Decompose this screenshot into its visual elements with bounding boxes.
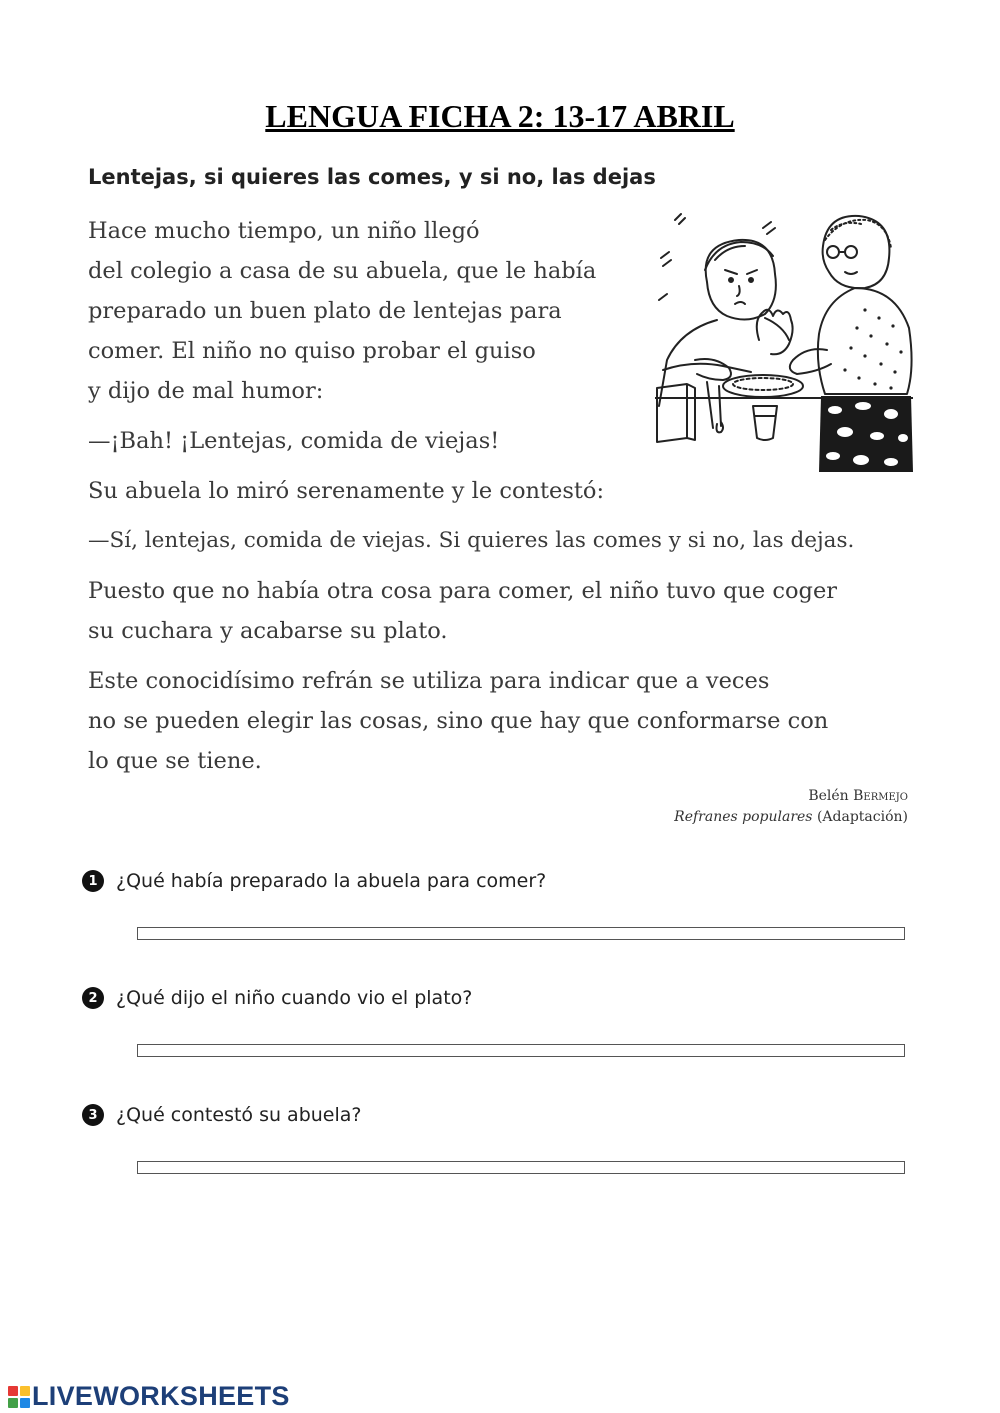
story-line: preparado un buen plato de lentejas para — [88, 298, 562, 324]
story-line: no se pueden elegir las cosas, sino que hay que conformarse con — [88, 708, 829, 734]
question-text: ¿Qué dijo el niño cuando vio el plato? — [116, 987, 473, 1009]
question-1 — [82, 870, 546, 892]
question-number: 2 — [82, 987, 104, 1009]
story-line: Este conocidísimo refrán se utiliza para indicar que a veces — [88, 668, 770, 694]
question-3 — [82, 1104, 362, 1126]
author-last-name: Bermejo — [853, 788, 908, 804]
question-number: 3 — [82, 1104, 104, 1126]
liveworksheets-logo — [8, 1381, 290, 1412]
story-paragraph-5 — [88, 571, 837, 651]
question-text: ¿Qué contestó su abuela? — [116, 1104, 362, 1126]
story-line: lo que se tiene. — [88, 748, 262, 774]
page-title: LENGUA FICHA 2: 13-17 ABRIL — [265, 98, 735, 134]
story-line: —Sí, lentejas, comida de viejas. Si quieres las comes y si no, las dejas. — [88, 528, 855, 553]
story-line: del colegio a casa de su abuela, que le había — [88, 258, 597, 284]
question-number: 1 — [82, 870, 104, 892]
question-2 — [82, 987, 472, 1009]
story-line: su cuchara y acabarse su plato. — [88, 618, 448, 644]
story-line: Puesto que no había otra cosa para comer, el niño tuvo que coger — [88, 578, 838, 604]
story-paragraph-4 — [88, 521, 854, 561]
author-line — [674, 786, 908, 807]
story-paragraph-2 — [88, 421, 499, 461]
source-note: (Adaptación) — [816, 809, 908, 825]
question-text: ¿Qué había preparado la abuela para comer? — [116, 870, 547, 892]
brand-name: LIVEWORKSHEETS — [32, 1381, 290, 1411]
author-first-name: Belén — [808, 788, 849, 804]
story-paragraph-1 — [88, 211, 596, 411]
story-line: —¡Bah! ¡Lentejas, comida de viejas! — [88, 428, 500, 454]
source-line — [674, 807, 908, 828]
story-paragraph-6 — [88, 661, 828, 781]
story-line: y dijo de mal humor: — [88, 378, 324, 404]
story-line: Hace mucho tiempo, un niño llegó — [88, 218, 480, 244]
story-title: Lentejas, si quieres las comes, y si no, las dejas — [88, 165, 656, 189]
story-line: comer. El niño no quiso probar el guiso — [88, 338, 536, 364]
story-paragraph-3 — [88, 471, 604, 511]
source-book: Refranes populares — [674, 809, 813, 825]
story-line: Su abuela lo miró serenamente y le contestó: — [88, 478, 605, 504]
answer-input-2[interactable] — [137, 1044, 905, 1057]
answer-input-3[interactable] — [137, 1161, 905, 1174]
answer-input-1[interactable] — [137, 927, 905, 940]
logo-blocks-icon — [8, 1386, 30, 1408]
boy-grandmother-illustration — [655, 210, 913, 476]
author-credit — [674, 786, 908, 828]
